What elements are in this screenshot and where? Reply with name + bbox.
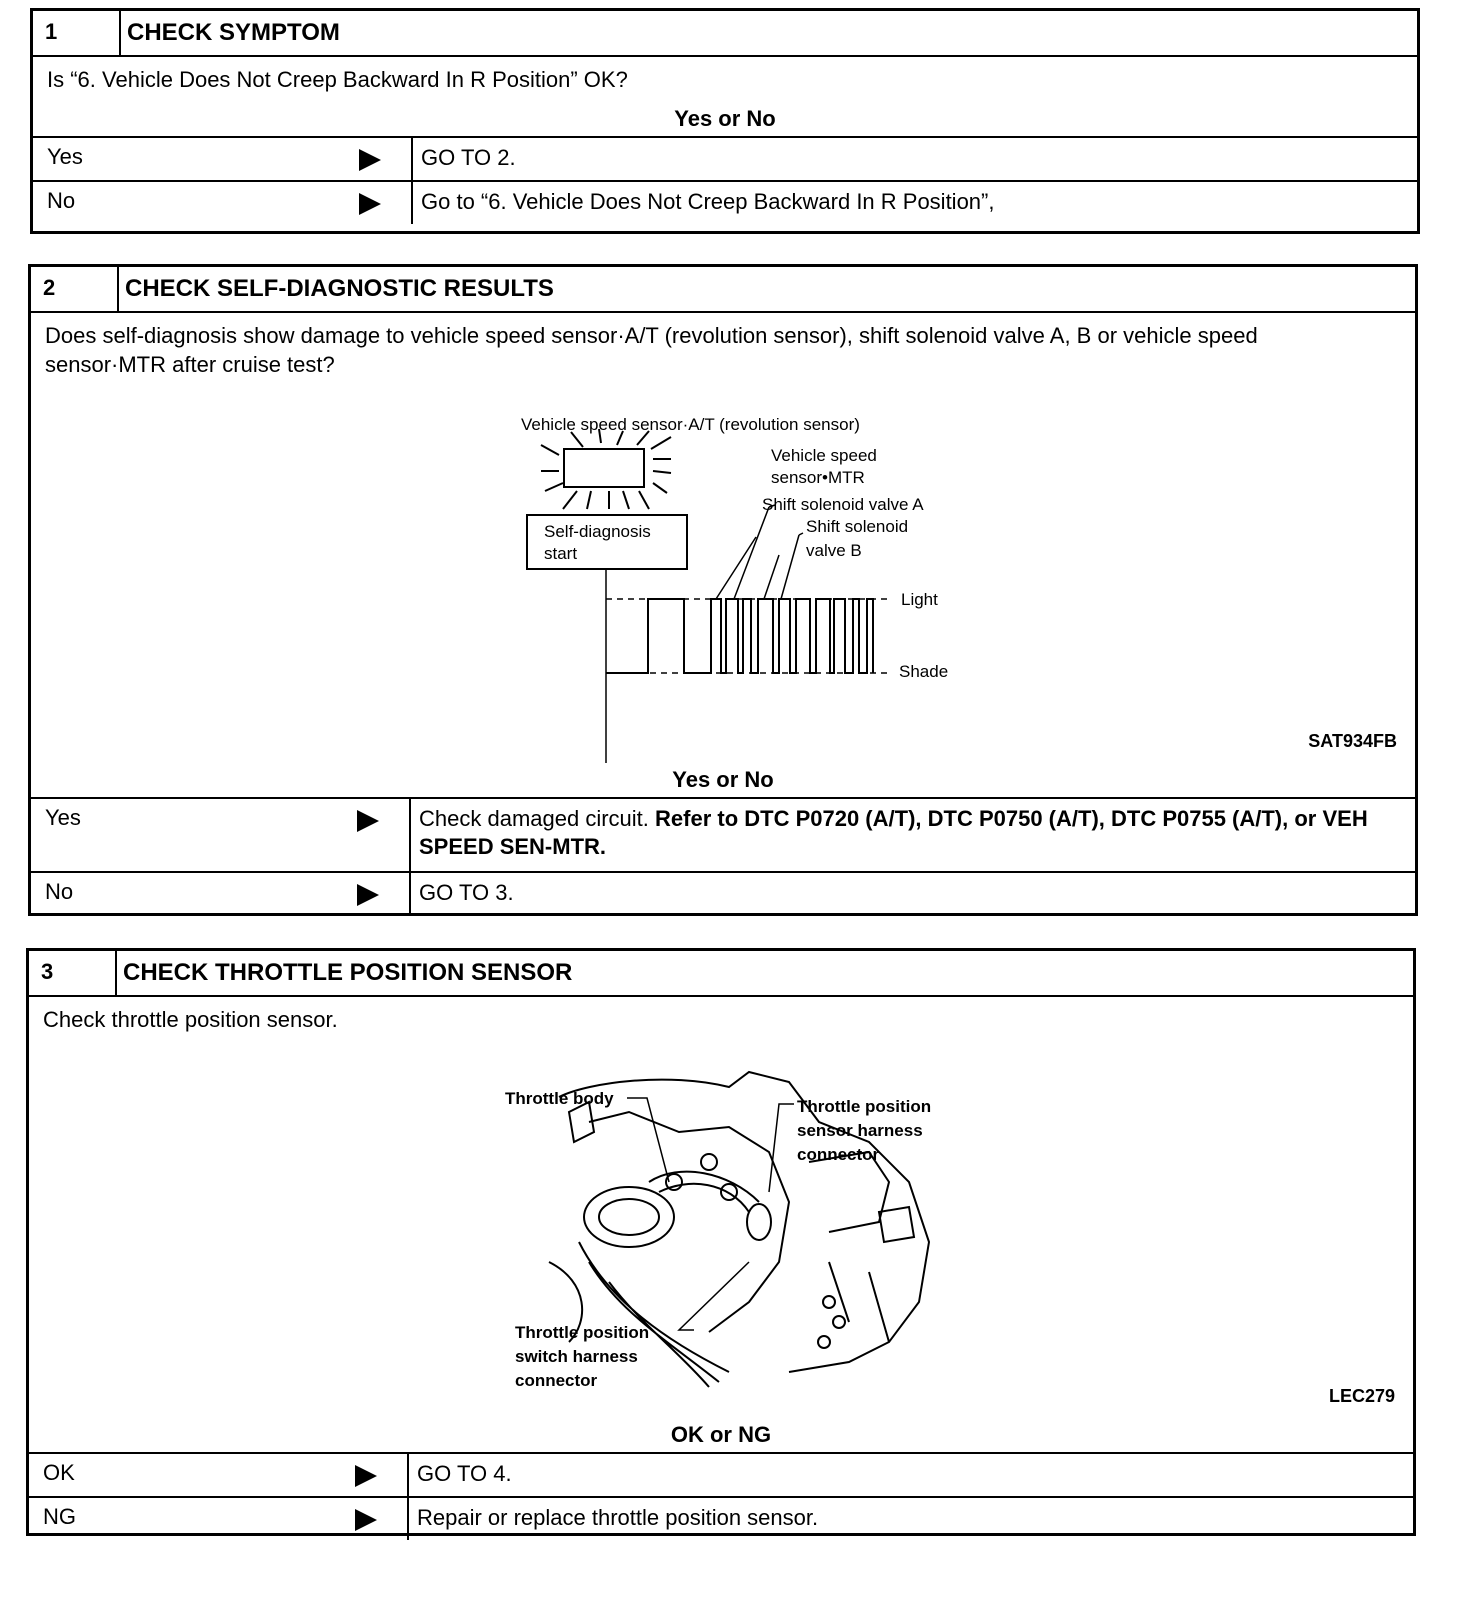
outcome-row (31, 799, 1415, 873)
step-title: CHECK THROTTLE POSITION SENSOR (123, 959, 573, 986)
step-header (31, 267, 1415, 313)
label-light: Light (901, 590, 938, 609)
outcome-row (29, 1498, 1413, 1540)
outcome-label (31, 873, 411, 915)
step-question: Is “6. Vehicle Does Not Creep Backward In R Position” OK? (47, 67, 628, 92)
arrow-right-icon (359, 149, 381, 171)
label-ssv-b-1: Shift solenoid (806, 517, 909, 536)
outcome-label-text: Yes (47, 144, 83, 169)
figure-code: SAT934FB (1308, 731, 1397, 751)
answer-prompt: OK or NG (29, 1418, 1413, 1454)
warning-lamp-icon (564, 449, 644, 487)
outcome-label-text: NG (43, 1504, 76, 1529)
outcome-action: GO TO 4. (417, 1461, 512, 1486)
label-vss-mtr-2: sensor•MTR (771, 468, 865, 487)
throttle-body-illustration (29, 1042, 1413, 1418)
self-diagnosis-figure (31, 387, 1415, 763)
outcome-row (33, 138, 1417, 182)
step-title: CHECK SELF-DIAGNOSTIC RESULTS (125, 275, 554, 302)
step-number: 2 (31, 267, 119, 311)
step-2-block (28, 264, 1418, 916)
outcome-action: Go to “6. Vehicle Does Not Creep Backward In R Position”, (421, 189, 995, 214)
label-start-1: Self-diagnosis (544, 522, 651, 541)
outcome-label (29, 1454, 409, 1496)
outcome-label (33, 182, 413, 224)
outcome-row (33, 182, 1417, 224)
step-question: Check throttle position sensor. (43, 1007, 338, 1032)
label-shade: Shade (899, 662, 949, 681)
answer-prompt: Yes or No (33, 102, 1417, 138)
outcome-action: GO TO 3. (419, 880, 514, 905)
outcome-label (33, 138, 413, 180)
label-throttle-body: Throttle body (505, 1089, 614, 1108)
arrow-right-icon (355, 1465, 377, 1487)
step-number: 1 (33, 11, 121, 55)
outcome-row (31, 873, 1415, 915)
outcome-action: Repair or replace throttle position sensor. (417, 1505, 819, 1530)
step-header (29, 951, 1413, 997)
outcome-action (411, 799, 1415, 871)
outcome-label-text: No (45, 879, 74, 904)
label-vss-at: Vehicle speed sensor·A/T (revolution sensor) (521, 415, 860, 434)
label-ssv-b-2: valve B (806, 541, 862, 560)
action-text: Check damaged circuit. (419, 806, 649, 831)
label-start-2: start (544, 544, 578, 563)
outcome-label (31, 799, 411, 871)
step-3-block (26, 948, 1416, 1536)
step-number: 3 (29, 951, 117, 995)
label-ssv-a: Shift solenoid valve A (762, 495, 924, 514)
arrow-right-icon (355, 1509, 377, 1531)
step-title: CHECK SYMPTOM (127, 19, 340, 46)
outcome-label-text: OK (43, 1460, 75, 1485)
label-tps-3: connector (797, 1145, 880, 1164)
throttle-figure (29, 1042, 1413, 1418)
label-tps-1: Throttle position (797, 1097, 932, 1116)
answer-prompt: Yes or No (31, 763, 1415, 799)
outcome-label (29, 1498, 409, 1540)
arrow-right-icon (359, 193, 381, 215)
label-tps-2: sensor harness (797, 1121, 923, 1140)
arrow-right-icon (357, 884, 379, 906)
figure-code: LEC279 (1328, 1386, 1395, 1406)
dtc-reference: Refer to DTC P0720 (A/T), DTC P0750 (A/T), DTC P0755 (A/T), or VEH SPEED SEN-MTR. (419, 806, 1368, 859)
label-tpsw-2: switch harness (515, 1347, 638, 1366)
step-1-block (30, 8, 1420, 234)
outcome-label-text: Yes (45, 805, 81, 830)
self-diagnosis-diagram (31, 387, 1415, 763)
outcome-label-text: No (47, 188, 76, 213)
step-question: Does self-diagnosis show damage to vehicle speed sensor·A/T (revolution sensor), shift solenoid valve A, B or vehicle speed sensor·MTR after cruise test? (45, 323, 1258, 377)
label-tpsw-3: connector (515, 1371, 598, 1390)
arrow-right-icon (357, 810, 379, 832)
step-header (33, 11, 1417, 57)
outcome-action: GO TO 2. (421, 145, 516, 170)
outcome-row (29, 1454, 1413, 1498)
label-vss-mtr-1: Vehicle speed (771, 446, 877, 465)
label-tpsw-1: Throttle position (515, 1323, 650, 1342)
